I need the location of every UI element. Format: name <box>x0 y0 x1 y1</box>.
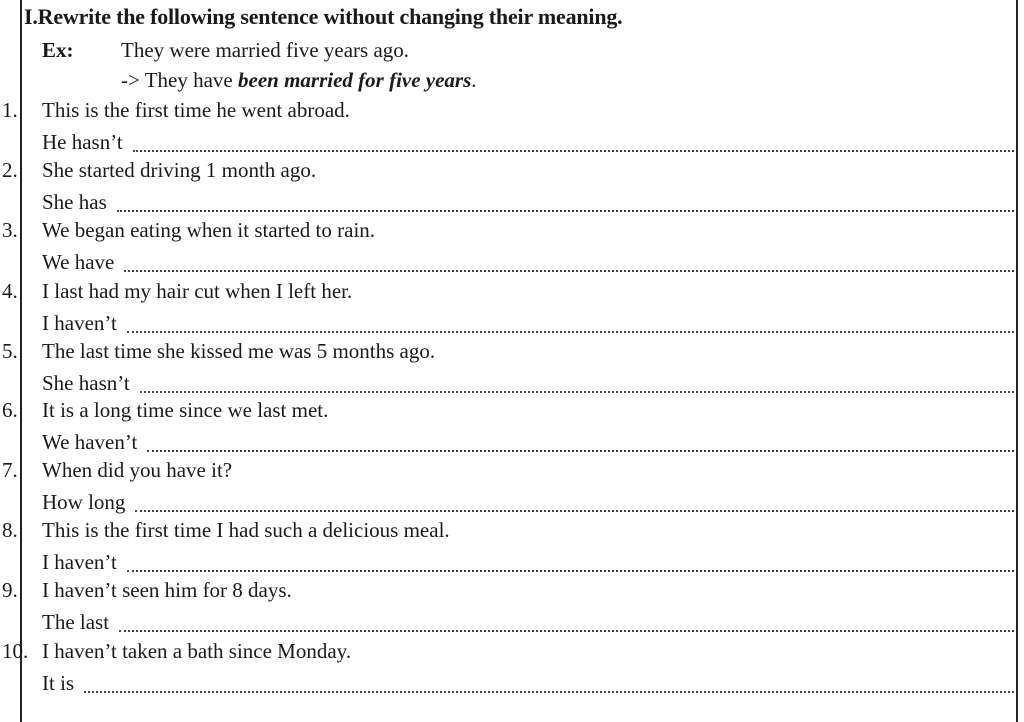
exercise-item-10 <box>0 639 1020 699</box>
answer-prompt: The last <box>42 610 110 634</box>
example-label: Ex: <box>42 38 74 62</box>
answer-prompt: She hasn’t <box>42 371 130 395</box>
item-sentence: This is the first time he went abroad. <box>42 98 350 122</box>
item-sentence: When did you have it? <box>42 458 233 482</box>
answer-prompt: I haven’t <box>42 550 117 574</box>
answer-prompt: How long <box>42 490 126 514</box>
answer-row[interactable] <box>42 309 1014 337</box>
item-number: 7. <box>2 458 18 482</box>
answer-blank[interactable] <box>147 450 1014 452</box>
exercise-item-2 <box>0 158 1020 218</box>
exercise-item-3 <box>0 218 1020 278</box>
item-sentence: I haven’t taken a bath since Monday. <box>42 639 352 663</box>
answer-blank[interactable] <box>117 210 1014 212</box>
answer-prompt: We have <box>42 250 115 274</box>
item-number: 2. <box>2 158 18 182</box>
item-number: 9. <box>2 578 18 602</box>
item-number: 3. <box>2 218 18 242</box>
item-sentence: I haven’t seen him for 8 days. <box>42 578 292 602</box>
exercise-item-6 <box>0 398 1020 458</box>
answer-prompt: It is <box>42 671 75 695</box>
answer-prompt: We haven’t <box>42 430 138 454</box>
answer-row[interactable] <box>42 128 1014 156</box>
exercise-heading: I.Rewrite the following sentence without changing their meaning. <box>24 4 623 29</box>
example-sentence: They were married five years ago. <box>121 38 410 62</box>
answer-row[interactable] <box>42 488 1014 516</box>
item-sentence: This is the first time I had such a delicious meal. <box>42 518 450 542</box>
exercise-item-9 <box>0 578 1020 638</box>
exercise-item-7 <box>0 458 1020 518</box>
item-number: 5. <box>2 339 18 363</box>
item-number: 8. <box>2 518 18 542</box>
item-number: 10. <box>2 639 29 663</box>
answer-blank[interactable] <box>135 510 1014 512</box>
exercise-item-5 <box>0 339 1020 399</box>
item-number: 1. <box>2 98 18 122</box>
answer-prompt: He hasn’t <box>42 130 123 154</box>
answer-blank[interactable] <box>124 270 1014 272</box>
answer-row[interactable] <box>42 369 1014 397</box>
example-answer-suffix: . <box>471 68 477 92</box>
answer-row[interactable] <box>42 548 1014 576</box>
answer-row[interactable] <box>42 188 1014 216</box>
example-answer-emphasis: been married for five years <box>238 68 472 92</box>
exercise-item-1 <box>0 98 1020 158</box>
answer-blank[interactable] <box>127 331 1014 333</box>
answer-blank[interactable] <box>133 150 1014 152</box>
item-sentence: I last had my hair cut when I left her. <box>42 279 353 303</box>
answer-prompt: I haven’t <box>42 311 117 335</box>
answer-row[interactable] <box>42 669 1014 697</box>
example-answer-prefix: -> They have <box>121 68 238 92</box>
item-sentence: We began eating when it started to rain. <box>42 218 376 242</box>
item-number: 6. <box>2 398 18 422</box>
answer-blank[interactable] <box>140 391 1014 393</box>
answer-blank[interactable] <box>127 570 1014 572</box>
answer-row[interactable] <box>42 608 1014 636</box>
answer-prompt: She has <box>42 190 107 214</box>
answer-row[interactable] <box>42 428 1014 456</box>
answer-row[interactable] <box>42 248 1014 276</box>
example-answer <box>121 68 477 93</box>
item-sentence: She started driving 1 month ago. <box>42 158 317 182</box>
item-number: 4. <box>2 279 18 303</box>
answer-blank[interactable] <box>84 691 1014 693</box>
item-sentence: It is a long time since we last met. <box>42 398 329 422</box>
item-sentence: The last time she kissed me was 5 months ago. <box>42 339 436 363</box>
exercise-item-8 <box>0 518 1020 578</box>
exercise-item-4 <box>0 279 1020 339</box>
answer-blank[interactable] <box>119 630 1014 632</box>
